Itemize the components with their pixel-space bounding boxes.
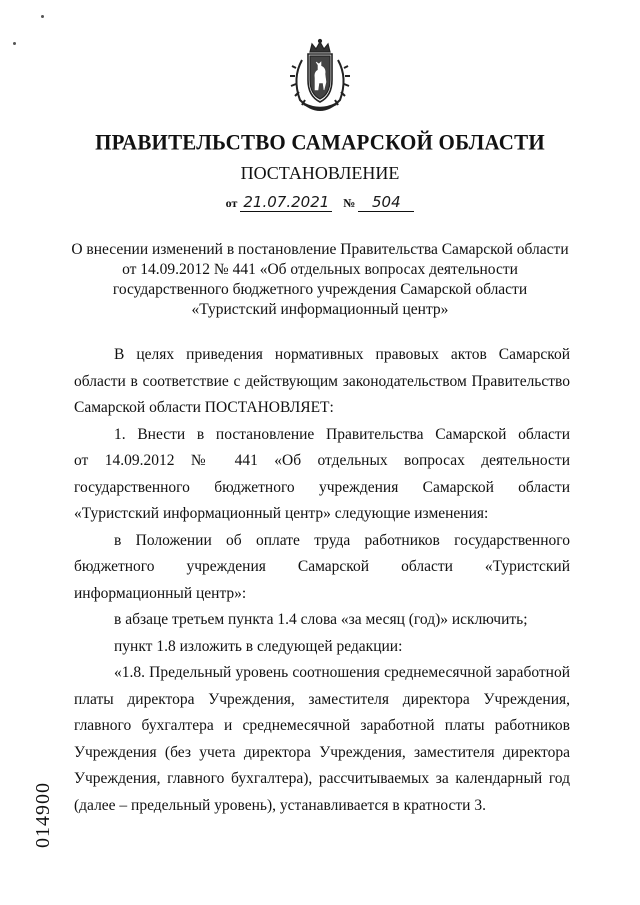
date-value: 21.07.2021 [240, 193, 332, 212]
body-line: информационный центр»: [74, 584, 247, 602]
body-line: «1.8. Предельный уровень соотношения среднемесячной заработной [114, 664, 570, 681]
date-label: от [225, 196, 238, 210]
body-line: В целях приведения нормативных правовых актов Самарской [114, 346, 570, 363]
body-line: 1. Внести в постановление Правительства Самарской области [114, 425, 570, 443]
registration-number: 014900 [32, 782, 54, 848]
subject-line: «Туристский информационный центр» [191, 301, 449, 318]
paragraph-new-text-1-8 [74, 660, 570, 819]
body-line: государственного бюджетного учреждения Самарской области [74, 478, 570, 496]
scan-speck [41, 15, 44, 18]
body-line: Самарской области ПОСТАНОВЛЯЕТ: [74, 399, 334, 416]
subject-line: государственного бюджетного учреждения Самарской области [112, 281, 528, 298]
body-line: в Положении об оплате труда работников государственного [114, 531, 570, 549]
body-line: бюджетного учреждения Самарской области «Туристский [74, 558, 570, 575]
document-subject [60, 240, 580, 320]
coat-of-arms-emblem [284, 38, 356, 114]
body-line: Учреждения, главного бухгалтера), рассчитываемых за календарный год [74, 770, 570, 787]
paragraph-item-1 [74, 422, 570, 528]
body-line: платы директора Учреждения, заместителя директора Учреждения, [74, 690, 570, 708]
number-label: № [343, 196, 356, 210]
subject-line: О внесении изменений в постановление Правительства Самарской области [71, 241, 569, 258]
document-body [74, 342, 570, 819]
body-line: главного бухгалтера и среднемесячной заработной платы работников [74, 717, 570, 734]
document-type: ПОСТАНОВЛЕНИЕ [240, 163, 400, 183]
body-line: «Туристский информационный центр» следующие изменения: [74, 505, 489, 522]
subject-line: от 14.09.2012 № 441 «Об отдельных вопросах деятельности [122, 261, 518, 278]
body-line: (далее – предельный уровень), устанавливается в кратности 3. [74, 796, 486, 814]
paragraph-amendment-1-4: в абзаце третьем пункта 1.4 слова «за месяц (год)» исключить; [114, 611, 528, 628]
document-reference [0, 193, 640, 212]
body-line: Учреждения (без учета директора Учреждения, заместителя директора [74, 743, 570, 761]
body-line: от 14.09.2012 № 441 «Об отдельных вопросах деятельности [74, 452, 570, 469]
number-value: 504 [358, 193, 414, 212]
paragraph-preamble [74, 342, 570, 422]
scan-speck [13, 42, 16, 45]
body-line: области в соответствие с действующим законодательством Правительство [74, 372, 570, 390]
paragraph-regulation [74, 528, 570, 608]
paragraph-amendment-1-8: пункт 1.8 изложить в следующей редакции: [114, 637, 403, 655]
organization-title: ПРАВИТЕЛЬСТВО САМАРСКОЙ ОБЛАСТИ [95, 129, 545, 155]
